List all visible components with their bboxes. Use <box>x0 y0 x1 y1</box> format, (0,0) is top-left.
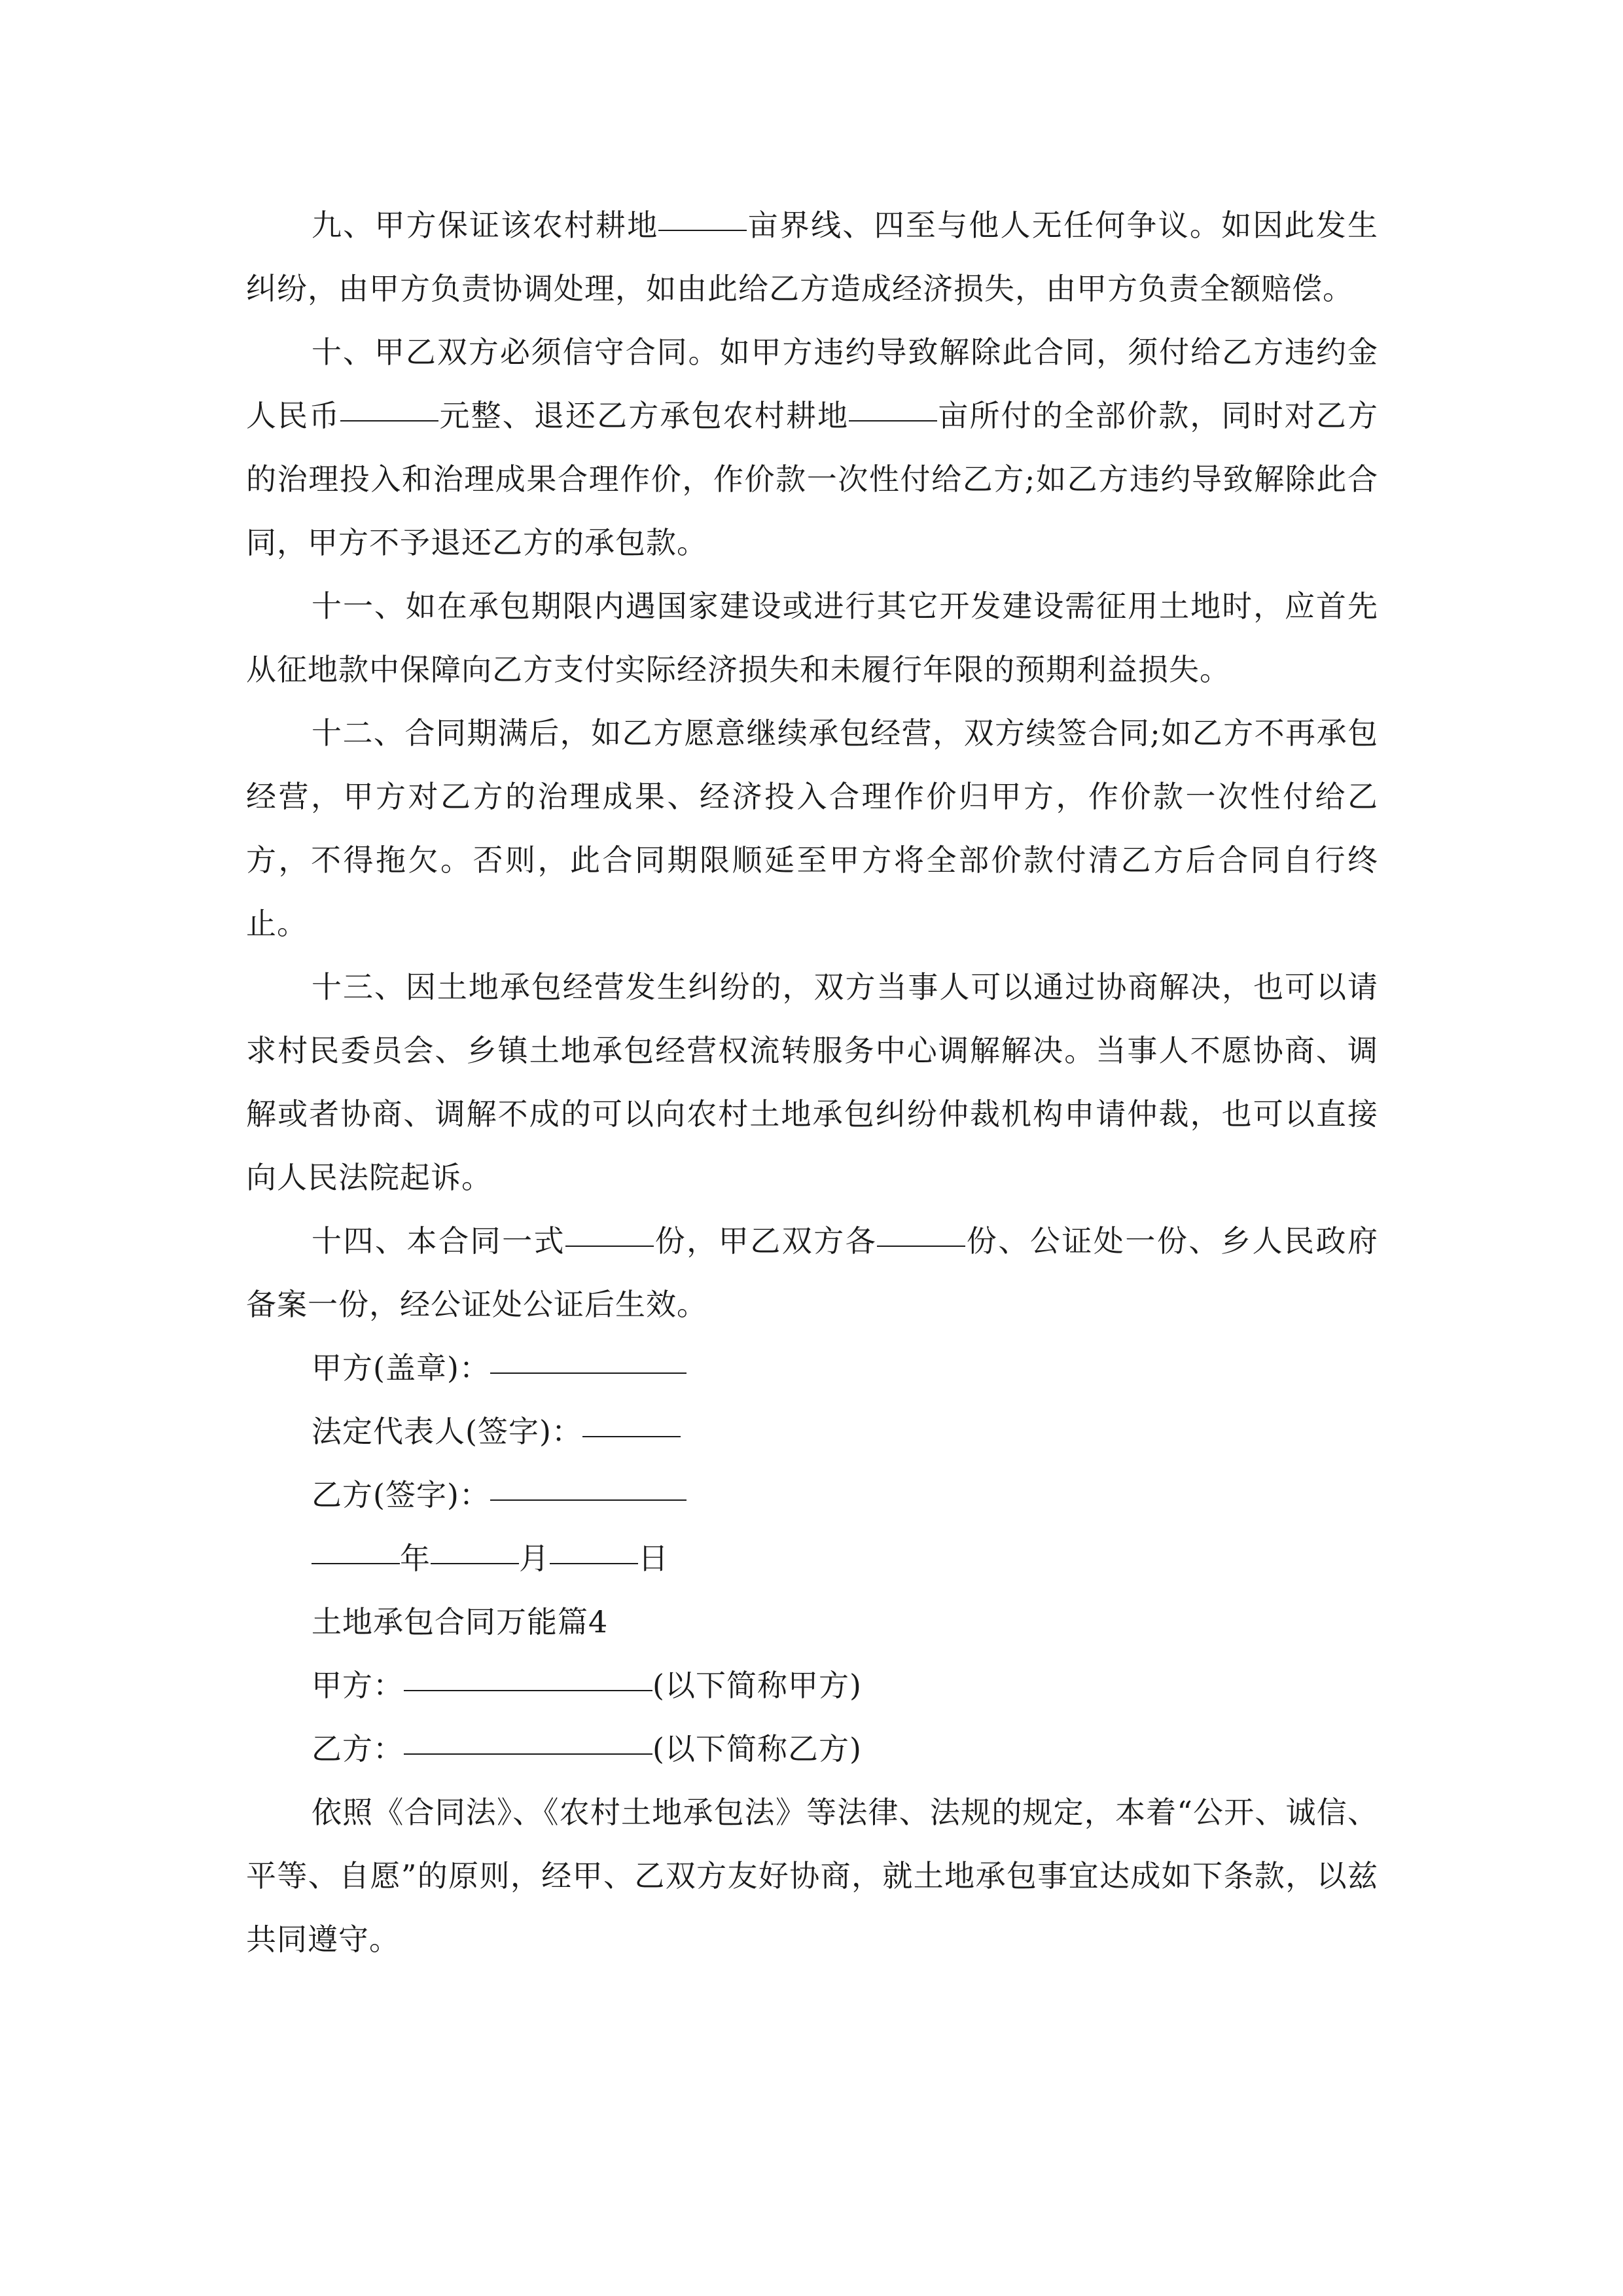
clause-9-text-2: 亩界线、四至与他人无任何争议。如因此发生纠纷，由甲方负责协调处理，如由此给乙方造成经济损失，由甲方负责全额赔偿。 <box>246 207 1379 306</box>
day-label: 日 <box>638 1541 669 1576</box>
signature-legal-rep <box>246 1400 1378 1463</box>
clause-14-text-3: 份、公证处一份、乡人民政府备案一份，经公证处公证后生效。 <box>246 1223 1379 1322</box>
party-a-name-blank <box>404 1690 652 1691</box>
party-a-note: (以下简称甲方) <box>652 1668 862 1703</box>
party-b-name-blank <box>404 1753 652 1755</box>
signature-legal-rep-blank <box>582 1436 681 1437</box>
year-blank <box>312 1563 400 1564</box>
month-blank <box>431 1563 519 1564</box>
party-b-note: (以下简称乙方) <box>652 1731 862 1767</box>
clause-10 <box>246 321 1378 575</box>
clause-14-text-2: 份，甲乙双方各 <box>654 1223 878 1259</box>
clause-13: 十三、因土地承包经营发生纠纷的，双方当事人可以通过协商解决，也可以请求村民委员会、乡镇土地承包经营权流转服务中心调解解决。当事人不愿协商、调解或者协商、调解不成的可以向农村土地承包纠纷仲裁机构申请仲裁，也可以直接向人民法院起诉。 <box>246 969 1378 1195</box>
copies-total-blank <box>565 1246 654 1247</box>
clause-10-text-3: 亩所付的全部价款，同时对乙方的治理投入和治理成果合理作价，作价款一次性付给乙方;如乙方违约导致解除此合同，甲方不予退还乙方的承包款。 <box>246 398 1379 560</box>
clause-14 <box>246 1210 1378 1336</box>
acreage-blank <box>658 230 747 231</box>
signature-party-b-blank <box>490 1499 687 1501</box>
month-label: 月 <box>519 1541 550 1576</box>
clause-9 <box>246 194 1378 321</box>
signature-party-b-label: 乙方(签字)： <box>312 1477 490 1513</box>
signature-party-b <box>246 1463 1378 1527</box>
signature-date <box>246 1527 1378 1590</box>
section-title: 土地承包合同万能篇4 <box>312 1604 609 1640</box>
document-page <box>246 194 1378 1971</box>
party-b-line <box>246 1717 1378 1781</box>
preamble: 依照《合同法》、《农村土地承包法》等法律、法规的规定，本着“公开、诚信、平等、自愿”的原则，经甲、乙双方友好协商，就土地承包事宜达成如下条款，以兹共同遵守。 <box>246 1795 1378 1957</box>
signature-party-a <box>246 1336 1378 1400</box>
clause-12: 十二、合同期满后，如乙方愿意继续承包经营，双方续签合同;如乙方不再承包经营，甲方对乙方的治理成果、经济投入合理作价归甲方，作价款一次性付给乙方，不得拖欠。否则，此合同期限顺延至甲方将全部价款付清乙方后合同自行终止。 <box>246 715 1378 941</box>
acreage-blank <box>849 420 937 422</box>
clause-9-text-1: 九、甲方保证该农村耕地 <box>312 207 659 243</box>
copies-each-blank <box>877 1246 965 1247</box>
penalty-amount-blank <box>340 420 438 422</box>
year-label: 年 <box>400 1541 431 1576</box>
clause-14-text-1: 十四、本合同一式 <box>312 1223 566 1259</box>
clause-11: 十一、如在承包期限内遇国家建设或进行其它开发建设需征用土地时，应首先从征地款中保障向乙方支付实际经济损失和未履行年限的预期利益损失。 <box>246 588 1378 687</box>
party-a-line <box>246 1654 1378 1717</box>
party-a-label: 甲方： <box>312 1668 404 1703</box>
day-blank <box>550 1563 638 1564</box>
clause-10-text-1: 十、甲乙双方必须信守合同。如甲方违约导致解除此合同，须付给乙方违约金人民币 <box>246 334 1378 433</box>
clause-10-text-2: 元整、退还乙方承包农村耕地 <box>438 398 849 433</box>
signature-legal-rep-label: 法定代表人(签字)： <box>312 1414 582 1449</box>
party-b-label: 乙方： <box>312 1731 404 1767</box>
signature-party-a-blank <box>490 1372 687 1374</box>
signature-party-a-label: 甲方(盖章)： <box>312 1350 490 1386</box>
